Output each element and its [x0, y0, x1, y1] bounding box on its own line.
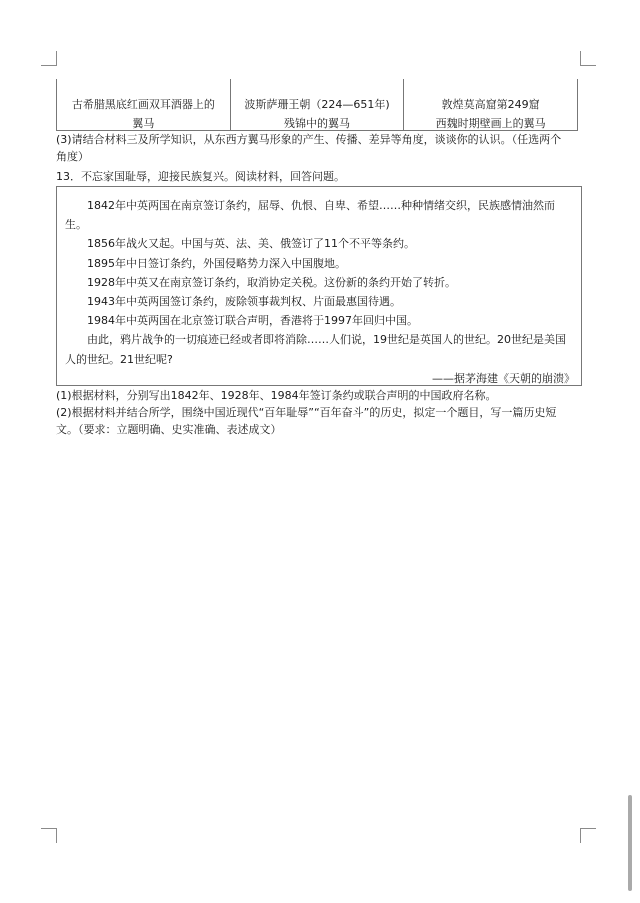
caption-line: 残锦中的翼马: [284, 117, 350, 130]
caption-line: 西魏时期壁画上的翼马: [435, 117, 546, 130]
q13-question-2-line1: (2)根据材料并结合所学，围绕中国近现代“百年耻辱”“百年奋斗”的历史，拟定一个题目，写一篇历史短: [56, 406, 557, 419]
caption-line: 古希腊黑底红画双耳酒器上的: [71, 98, 215, 111]
material-paragraph: 由此，鸦片战争的一切痕迹已经或者即将消除……人们说，19世纪是英国人的世纪。20世纪是美国: [87, 333, 566, 347]
crop-mark-bottom-right-v: [580, 828, 581, 843]
vertical-scrollbar[interactable]: [628, 795, 632, 891]
material-paragraph: 1895年中日签订条约，外国侵略势力深入中国腹地。: [87, 256, 346, 270]
material-box: [56, 186, 582, 386]
material-paragraph-cont: 生。: [65, 218, 87, 232]
material-paragraph: 1842年中英两国在南京签订条约，屈辱、仇恨、自卑、希望……种种情绪交织，民族感情油然而: [87, 199, 555, 212]
crop-mark-bottom-left-v: [56, 828, 57, 843]
caption-cell-greek: [57, 79, 231, 130]
q12-part3-line2: 角度）: [56, 150, 89, 163]
material-paragraph: 1928年中英又在南京签订条约，取消协定关税。这份新的条约开始了转折。: [87, 275, 456, 289]
caption-line: 翼马: [132, 117, 155, 130]
crop-mark-top-left-h: [41, 65, 57, 66]
caption-cell-persian: [231, 79, 405, 130]
material-paragraph: 1943年中英两国签订条约，废除领事裁判权、片面最惠国待遇。: [87, 295, 401, 309]
q12-part3: [56, 131, 584, 165]
caption-line: 敦煌莫高窟第249窟: [441, 98, 540, 111]
crop-mark-top-right-h: [580, 65, 596, 66]
material-paragraph-cont: 人的世纪。21世纪呢?: [65, 352, 173, 366]
material-paragraph: 1856年战火又起。中国与英、法、美、俄签订了11个不平等条约。: [87, 237, 415, 251]
caption-cell-dunhuang: [404, 79, 577, 130]
crop-mark-bottom-left-h: [41, 828, 57, 829]
crop-mark-top-left-v: [56, 51, 57, 66]
material-paragraph: 1984年中英两国在北京签订联合声明，香港将于1997年回归中国。: [87, 314, 418, 328]
q13-stem: 13．不忘家国耻辱，迎接民族复兴。阅读材料，回答问题。: [56, 170, 345, 183]
image-caption-table: [56, 79, 578, 131]
q13-question-1: (1)根据材料，分别写出1842年、1928年、1984年签订条约或联合声明的中国政府名称。: [56, 389, 497, 402]
q12-part3-line1: (3)请结合材料三及所学知识，从东西方翼马形象的产生、传播、差异等角度，谈谈你的认识。（任选两个: [56, 133, 562, 146]
crop-mark-top-right-v: [580, 51, 581, 66]
crop-mark-bottom-right-h: [580, 828, 596, 829]
material-source: ——据茅海建《天朝的崩溃》: [432, 371, 575, 385]
caption-line: 波斯萨珊王朝（224—651年): [244, 98, 390, 111]
q13-subquestions: [56, 387, 584, 438]
q13-question-2-line2: 文。（要求：立题明确、史实准确、表述成文）: [56, 423, 282, 436]
